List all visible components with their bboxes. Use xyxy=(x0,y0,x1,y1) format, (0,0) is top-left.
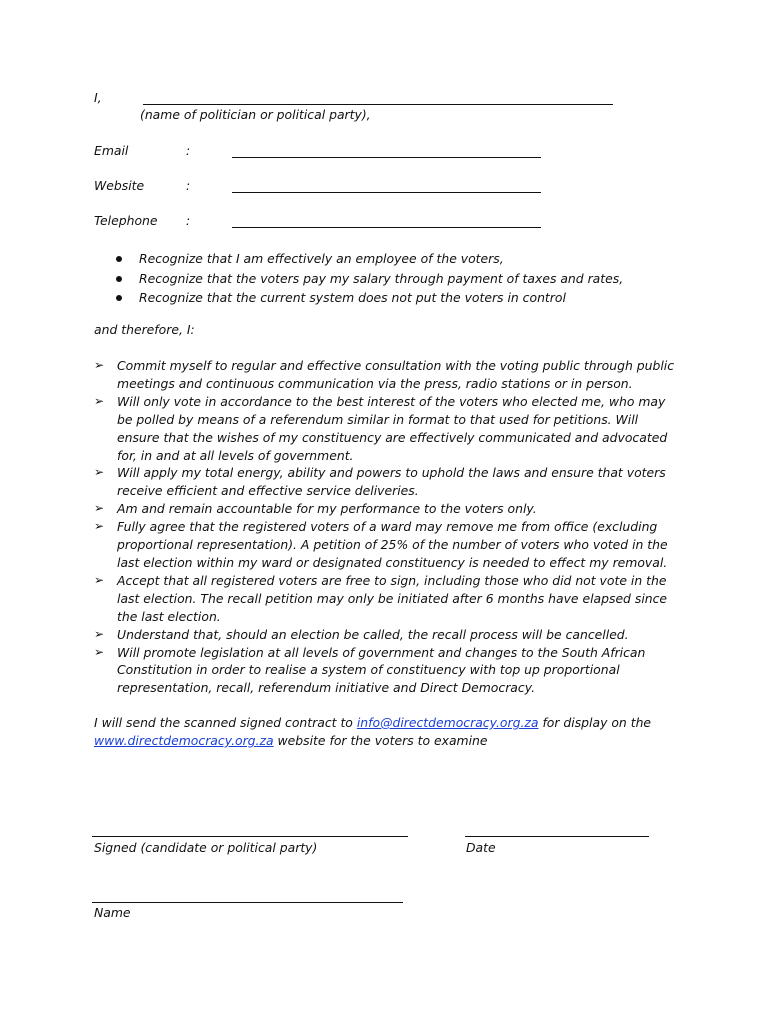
commitment-text: Will promote legislation at all levels of government and changes to the South African Constitution in order to realise a system of constituency with top up proportional representation, recall, referendum initiative and Direct Democracy. xyxy=(117,644,646,696)
commitment-text: Am and remain accountable for my performance to the voters only. xyxy=(117,501,537,517)
website-label: Website xyxy=(94,178,145,193)
arrow-bullet-icon: ➢ xyxy=(94,572,105,587)
closing-text-2: for display on the xyxy=(538,715,652,730)
politician-name-line[interactable] xyxy=(143,104,613,105)
name-line[interactable] xyxy=(92,902,403,903)
list-item xyxy=(94,500,694,518)
name-caption: (name of politician or political party), xyxy=(140,107,371,122)
commitment-text: Will apply my total energy, ability and powers to uphold the laws and ensure that voters receive efficient and effective service deliveries. xyxy=(117,465,666,499)
telephone-line[interactable] xyxy=(232,227,541,228)
arrow-bullet-icon: ➢ xyxy=(94,465,105,480)
list-item xyxy=(112,288,623,308)
list-item xyxy=(94,518,694,572)
bullet-icon xyxy=(116,295,122,301)
commitment-text: Understand that, should an election be called, the recall process will be cancelled. xyxy=(117,626,629,642)
commitment-text: Accept that all registered voters are free to sign, including those who did not vote in the last election. The recall petition may only be initiated after 6 months have elapsed since the last election. xyxy=(117,572,668,624)
arrow-bullet-icon: ➢ xyxy=(94,393,105,408)
therefore-text: and therefore, I: xyxy=(94,322,195,337)
list-item xyxy=(94,626,694,644)
recognition-text: Recognize that I am effectively an employee of the voters, xyxy=(139,251,504,266)
recognitions-list xyxy=(112,249,623,308)
date-label: Date xyxy=(466,840,496,855)
closing-text-1: I will send the scanned signed contract to xyxy=(94,715,357,730)
email-label: Email xyxy=(94,143,129,158)
list-item xyxy=(94,464,694,500)
list-item xyxy=(94,393,694,465)
commitment-text: Commit myself to regular and effective consultation with the voting public through public meetings and continuous communication via the press, radio stations or in person. xyxy=(117,358,675,391)
website-line[interactable] xyxy=(232,192,541,193)
i-label: I, xyxy=(94,90,102,105)
signature-line[interactable] xyxy=(92,836,408,837)
signed-label: Signed (candidate or political party) xyxy=(94,840,318,855)
email-colon: : xyxy=(186,143,191,158)
bullet-icon xyxy=(116,256,122,262)
list-item xyxy=(112,269,623,289)
commitment-text: Will only vote in accordance to the best interest of the voters who elected me, who may be polled by means of a referendum similar in format to that used for petitions. Will ensure that the wishes of my constituency are effectively communicated and advocated for, in and at all levels of government. xyxy=(117,393,668,463)
telephone-colon: : xyxy=(186,213,191,228)
commitments-list xyxy=(94,357,694,697)
website-link[interactable]: www.directdemocracy.org.za xyxy=(94,733,274,748)
date-line[interactable] xyxy=(465,836,649,837)
email-line[interactable] xyxy=(232,157,541,158)
arrow-bullet-icon: ➢ xyxy=(94,519,105,534)
list-item xyxy=(94,572,694,626)
arrow-bullet-icon: ➢ xyxy=(94,358,105,372)
recognition-text: Recognize that the current system does not put the voters in control xyxy=(139,290,566,305)
arrow-bullet-icon: ➢ xyxy=(94,626,105,641)
list-item xyxy=(94,644,694,698)
list-item xyxy=(112,249,623,269)
closing-text-3: website for the voters to examine xyxy=(273,733,488,748)
telephone-label: Telephone xyxy=(94,213,158,228)
arrow-bullet-icon: ➢ xyxy=(94,501,105,516)
arrow-bullet-icon: ➢ xyxy=(94,644,105,659)
commitment-text: Fully agree that the registered voters of a ward may remove me from office (excluding proportional representation). A petition of 25% of the number of voters who voted in the last election within my ward or designated constituency is needed to effect my removal. xyxy=(117,519,668,570)
name-label: Name xyxy=(94,905,131,920)
recognition-text: Recognize that the voters pay my salary through payment of taxes and rates, xyxy=(139,270,624,286)
list-item xyxy=(94,357,694,393)
closing-paragraph xyxy=(94,714,694,750)
email-link[interactable]: info@directdemocracy.org.za xyxy=(356,715,539,730)
bullet-icon xyxy=(116,276,122,282)
website-colon: : xyxy=(186,178,191,193)
